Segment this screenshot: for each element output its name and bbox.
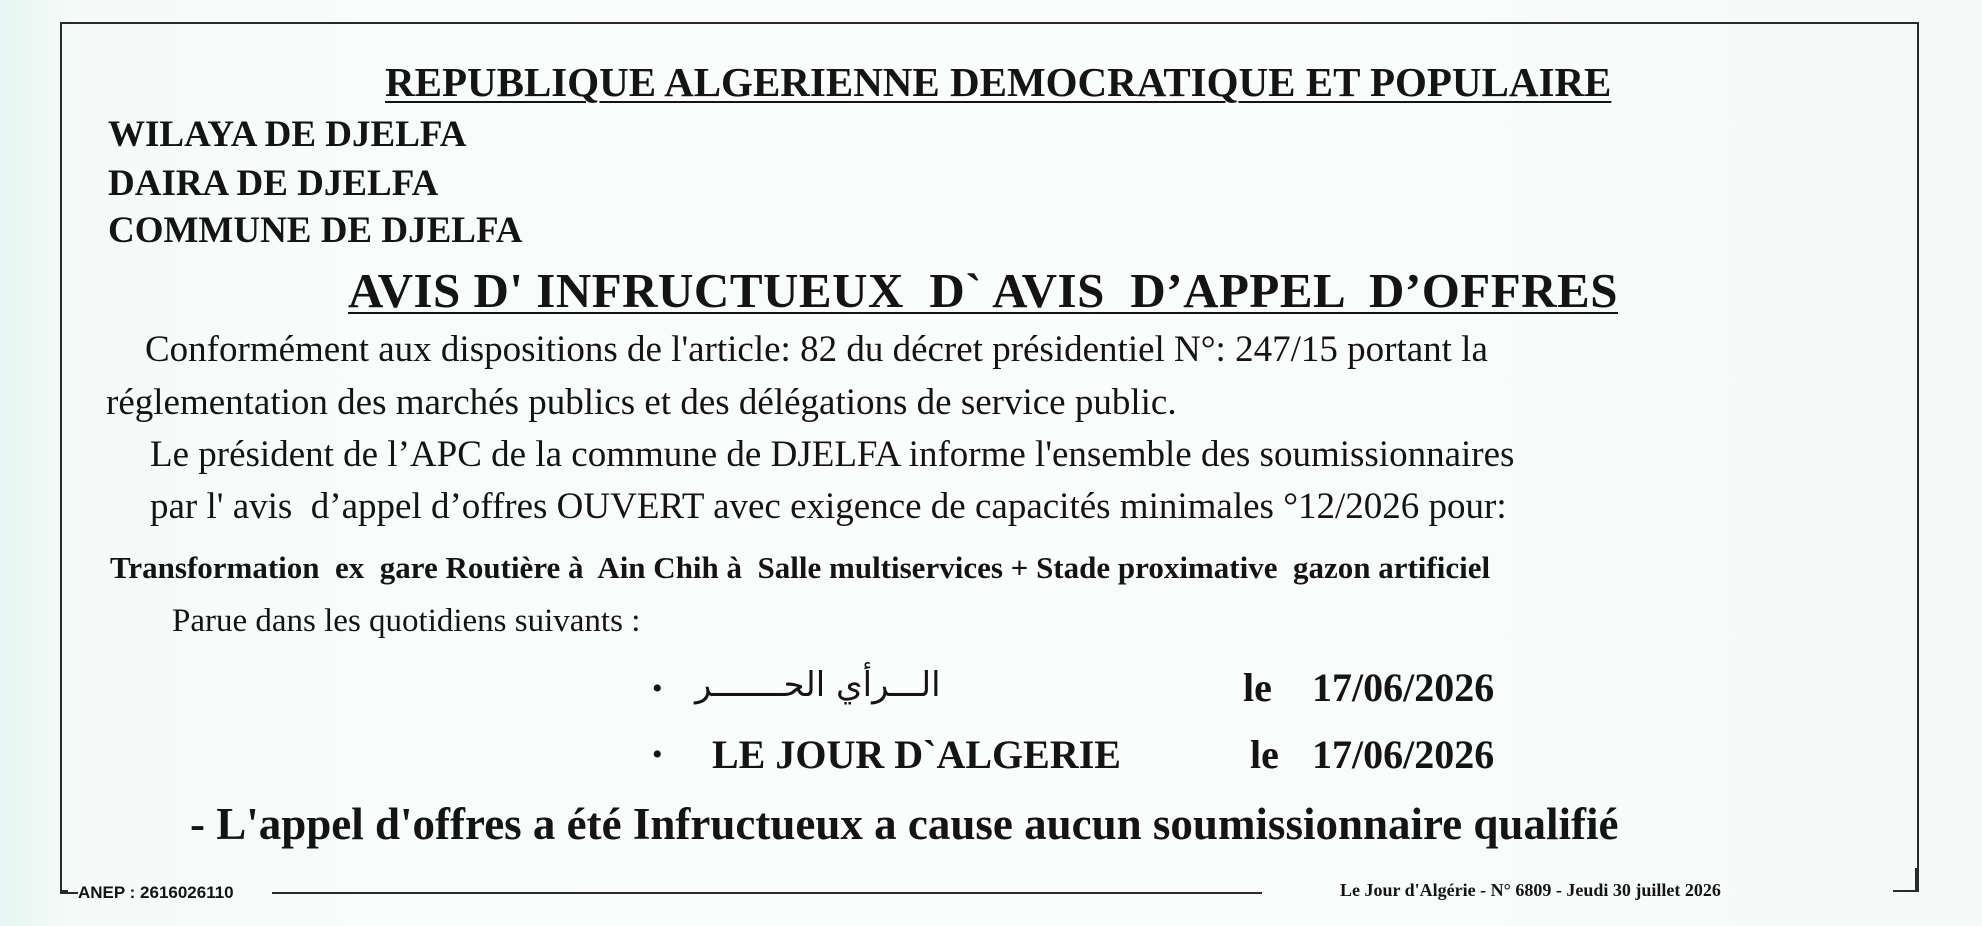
frame-corner [1915, 868, 1917, 892]
journal-footer: Le Jour d'Algérie - N° 6809 - Jeudi 30 juillet 2026 [1340, 880, 1721, 900]
president-statement-line-1: Le président de l’APC de la commune de DJELFA informe l'ensemble des soumissionnaires [150, 434, 1515, 475]
frame-corner [1893, 890, 1917, 892]
commune-label: COMMUNE DE DJELFA [108, 210, 523, 251]
result-statement: - L'appel d'offres a été Infructueux a cause aucun soumissionnaire qualifié [190, 799, 1619, 849]
footer-rule [272, 892, 1262, 894]
publication-name: الـــرأي الحـــــــر [695, 665, 941, 705]
president-statement-line-2: par l' avis d’appel d’offres OUVERT avec exigence de capacités minimales °12/2026 pour: [150, 486, 1507, 527]
wilaya-label: WILAYA DE DJELFA [108, 114, 467, 155]
republic-heading: REPUBLIQUE ALGERIENNE DEMOCRATIQUE ET POPULAIRE [385, 59, 1612, 105]
published-in-label: Parue dans les quotidiens suivants : [172, 603, 641, 639]
project-description: Transformation ex gare Routière à Ain Chih à Salle multiservices + Stade proximative gazon artificiel [110, 550, 1491, 585]
publication-date: 17/06/2026 [1312, 732, 1495, 777]
anep-reference: ANEP : 2616026110 [78, 883, 234, 902]
publication-le: le [1243, 665, 1272, 710]
bullet-icon: • [652, 672, 663, 705]
notice-title: AVIS D' INFRUCTUEUX D` AVIS D’APPEL D’OFFRES [348, 263, 1618, 318]
publication-le: le [1250, 732, 1279, 777]
bullet-icon: • [652, 738, 663, 771]
footer-rule [60, 892, 78, 894]
publication-date: 17/06/2026 [1312, 665, 1495, 710]
publication-name: LE JOUR D`ALGERIE [712, 732, 1121, 777]
daira-label: DAIRA DE DJELFA [108, 163, 439, 204]
legal-basis-line-2: réglementation des marchés publics et des délégations de service public. [106, 382, 1177, 423]
legal-basis-line-1: Conformément aux dispositions de l'article: 82 du décret présidentiel N°: 247/15 portant la [145, 329, 1488, 370]
